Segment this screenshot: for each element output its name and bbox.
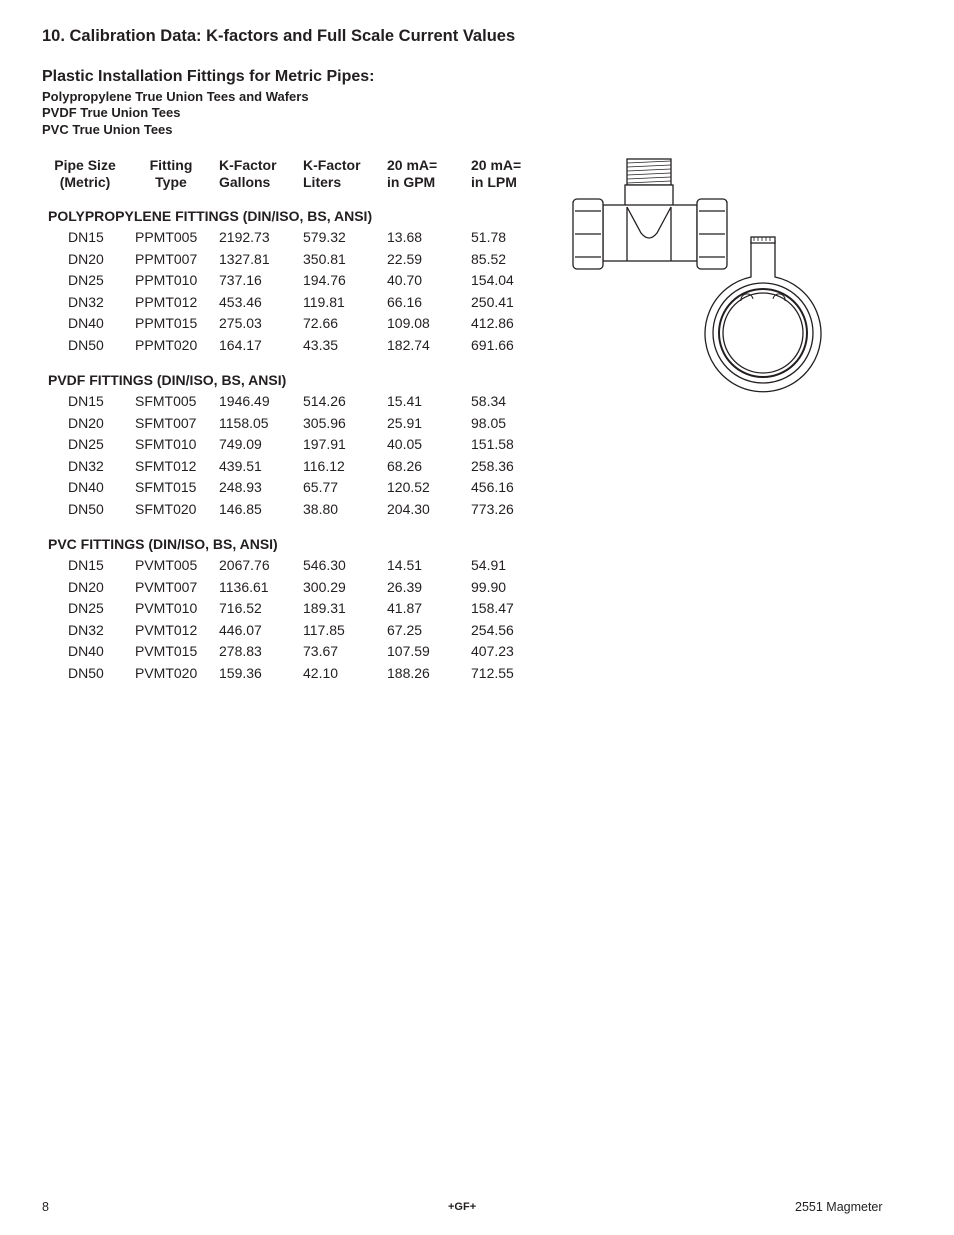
gpm-cell: 26.39 xyxy=(387,578,423,595)
pipe-size-cell: DN25 xyxy=(68,272,104,288)
kfactor-liters-cell: 42.10 xyxy=(303,664,339,681)
kfactor-liters-cell: 38.80 xyxy=(303,500,339,517)
kfactor-liters-cell: 117.85 xyxy=(303,621,345,638)
kfactor-gallons-cell: 446.07 xyxy=(219,621,262,638)
kfactor-liters-cell: 65.77 xyxy=(303,479,339,495)
subheading: Plastic Installation Fittings for Metric Pipes: xyxy=(42,68,375,85)
pipe-size-cell: DN20 xyxy=(68,250,104,267)
gpm-cell: 40.05 xyxy=(387,436,423,452)
fitting-type-cell: SFMT012 xyxy=(135,457,197,474)
lpm-cell: 151.58 xyxy=(471,436,514,452)
lpm-cell: 773.26 xyxy=(471,500,514,517)
header-gpm: 20 mA= in GPM xyxy=(387,157,438,190)
pipe-size-cell: DN32 xyxy=(68,457,104,474)
kfactor-gallons-cell: 439.51 xyxy=(219,457,262,474)
lpm-cell: 258.36 xyxy=(471,457,514,474)
gpm-cell: 107.59 xyxy=(387,643,430,659)
kfactor-gallons-cell: 737.16 xyxy=(219,272,262,288)
gpm-cell: 120.52 xyxy=(387,479,430,495)
kfactor-liters-cell: 119.81 xyxy=(303,293,345,310)
fitting-type-cell: PVMT005 xyxy=(135,557,198,573)
product-name: 2551 Magmeter xyxy=(795,1200,883,1214)
pipe-size-cell: DN40 xyxy=(68,479,104,495)
section-heading: 10. Calibration Data: K-factors and Full Scale Current Values xyxy=(42,27,516,45)
pipe-size-cell: DN32 xyxy=(68,293,104,310)
pipe-size-cell: DN20 xyxy=(68,578,104,595)
lpm-cell: 51.78 xyxy=(471,229,507,245)
gpm-cell: 188.26 xyxy=(387,664,430,681)
fitting-type-line: Polypropylene True Union Tees and Wafers xyxy=(42,89,309,104)
pipe-size-cell: DN50 xyxy=(68,500,104,517)
group-title: POLYPROPYLENE FITTINGS (DIN/ISO, BS, ANSI) xyxy=(48,208,373,224)
header-lpm: 20 mA= in LPM xyxy=(471,157,522,190)
gpm-cell: 22.59 xyxy=(387,250,423,267)
kfactor-liters-cell: 116.12 xyxy=(303,457,345,474)
kfactor-gallons-cell: 2067.76 xyxy=(219,557,270,573)
gpm-cell: 40.70 xyxy=(387,272,423,288)
fitting-type-cell: SFMT020 xyxy=(135,500,197,517)
pipe-size-cell: DN15 xyxy=(68,393,104,409)
group-title: PVC FITTINGS (DIN/ISO, BS, ANSI) xyxy=(48,536,278,552)
kfactor-gallons-cell: 453.46 xyxy=(219,293,262,310)
header-fitting-type: Fitting Type xyxy=(149,157,193,190)
kfactor-liters-cell: 514.26 xyxy=(303,393,346,409)
group-title: PVDF FITTINGS (DIN/ISO, BS, ANSI) xyxy=(48,372,287,388)
kfactor-liters-cell: 189.31 xyxy=(303,600,346,616)
fitting-type-cell: SFMT015 xyxy=(135,479,197,495)
gpm-cell: 66.16 xyxy=(387,293,423,310)
fitting-type-cell: SFMT007 xyxy=(135,414,197,431)
kfactor-liters-cell: 43.35 xyxy=(303,336,339,353)
fitting-type-cell: PVMT015 xyxy=(135,643,198,659)
lpm-cell: 456.16 xyxy=(471,479,514,495)
lpm-cell: 154.04 xyxy=(471,272,514,288)
kfactor-gallons-cell: 275.03 xyxy=(219,315,262,331)
kfactor-gallons-cell: 159.36 xyxy=(219,664,262,681)
fitting-type-cell: SFMT010 xyxy=(135,436,197,452)
fitting-type-cell: PVMT020 xyxy=(135,664,198,681)
lpm-cell: 98.05 xyxy=(471,414,507,431)
pipe-size-cell: DN40 xyxy=(68,315,104,331)
lpm-cell: 712.55 xyxy=(471,664,514,681)
fitting-type-cell: PPMT010 xyxy=(135,272,198,288)
kfactor-liters-cell: 72.66 xyxy=(303,315,339,331)
lpm-cell: 691.66 xyxy=(471,336,514,353)
kfactor-gallons-cell: 1158.05 xyxy=(219,414,269,431)
gf-logo: +GF+ xyxy=(448,1201,477,1213)
lpm-cell: 99.90 xyxy=(471,578,507,595)
fitting-type-cell: PPMT015 xyxy=(135,315,198,331)
pipe-size-cell: DN32 xyxy=(68,621,104,638)
fitting-type-line: PVC True Union Tees xyxy=(42,122,173,137)
gpm-cell: 13.68 xyxy=(387,229,423,245)
kfactor-gallons-cell: 164.17 xyxy=(219,336,262,353)
kfactor-liters-cell: 194.76 xyxy=(303,272,346,288)
fitting-type-cell: SFMT005 xyxy=(135,393,197,409)
pipe-size-cell: DN50 xyxy=(68,664,104,681)
pipe-size-cell: DN15 xyxy=(68,229,104,245)
kfactor-liters-cell: 350.81 xyxy=(303,250,346,267)
kfactor-liters-cell: 546.30 xyxy=(303,557,346,573)
page-number: 8 xyxy=(42,1200,49,1214)
lpm-cell: 54.91 xyxy=(471,557,507,573)
pipe-size-cell: DN15 xyxy=(68,557,104,573)
lpm-cell: 407.23 xyxy=(471,643,514,659)
lpm-cell: 158.47 xyxy=(471,600,514,616)
gpm-cell: 25.91 xyxy=(387,414,423,431)
kfactor-liters-cell: 305.96 xyxy=(303,414,346,431)
lpm-cell: 85.52 xyxy=(471,250,507,267)
kfactor-gallons-cell: 2192.73 xyxy=(219,229,270,245)
fitting-type-cell: PVMT010 xyxy=(135,600,198,616)
kfactor-liters-cell: 197.91 xyxy=(303,436,346,452)
pipe-size-cell: DN50 xyxy=(68,336,104,353)
fitting-type-line: PVDF True Union Tees xyxy=(42,105,181,120)
kfactor-gallons-cell: 1327.81 xyxy=(219,250,270,267)
fitting-type-cell: PPMT012 xyxy=(135,293,198,310)
kfactor-liters-cell: 579.32 xyxy=(303,229,346,245)
kfactor-gallons-cell: 248.93 xyxy=(219,479,262,495)
pipe-size-cell: DN20 xyxy=(68,414,104,431)
kfactor-gallons-cell: 1136.61 xyxy=(219,578,269,595)
pipe-size-cell: DN40 xyxy=(68,643,104,659)
gpm-cell: 14.51 xyxy=(387,557,423,573)
gpm-cell: 67.25 xyxy=(387,621,423,638)
kfactor-gallons-cell: 146.85 xyxy=(219,500,262,517)
kfactor-liters-cell: 300.29 xyxy=(303,578,346,595)
lpm-cell: 58.34 xyxy=(471,393,507,409)
gpm-cell: 204.30 xyxy=(387,500,430,517)
kfactor-gallons-cell: 749.09 xyxy=(219,436,262,452)
kfactor-gallons-cell: 1946.49 xyxy=(219,393,270,409)
header-kfactor-gallons: K-Factor Gallons xyxy=(219,157,277,190)
pipe-size-cell: DN25 xyxy=(68,600,104,616)
fitting-type-cell: PVMT007 xyxy=(135,578,198,595)
lpm-cell: 254.56 xyxy=(471,621,514,638)
gpm-cell: 68.26 xyxy=(387,457,423,474)
lpm-cell: 250.41 xyxy=(471,293,514,310)
fitting-type-cell: PPMT020 xyxy=(135,336,198,353)
kfactor-liters-cell: 73.67 xyxy=(303,643,339,659)
fitting-type-cell: PPMT007 xyxy=(135,250,198,267)
pipe-size-cell: DN25 xyxy=(68,436,104,452)
gpm-cell: 182.74 xyxy=(387,336,430,353)
gpm-cell: 15.41 xyxy=(387,393,423,409)
gpm-cell: 109.08 xyxy=(387,315,430,331)
fitting-illustration xyxy=(565,155,835,395)
header-pipe-size: Pipe Size (Metric) xyxy=(54,157,116,190)
kfactor-gallons-cell: 278.83 xyxy=(219,643,262,659)
header-kfactor-liters: K-Factor Liters xyxy=(303,157,361,190)
fitting-type-cell: PPMT005 xyxy=(135,229,198,245)
lpm-cell: 412.86 xyxy=(471,315,514,331)
kfactor-gallons-cell: 716.52 xyxy=(219,600,262,616)
gpm-cell: 41.87 xyxy=(387,600,423,616)
fitting-type-cell: PVMT012 xyxy=(135,621,198,638)
